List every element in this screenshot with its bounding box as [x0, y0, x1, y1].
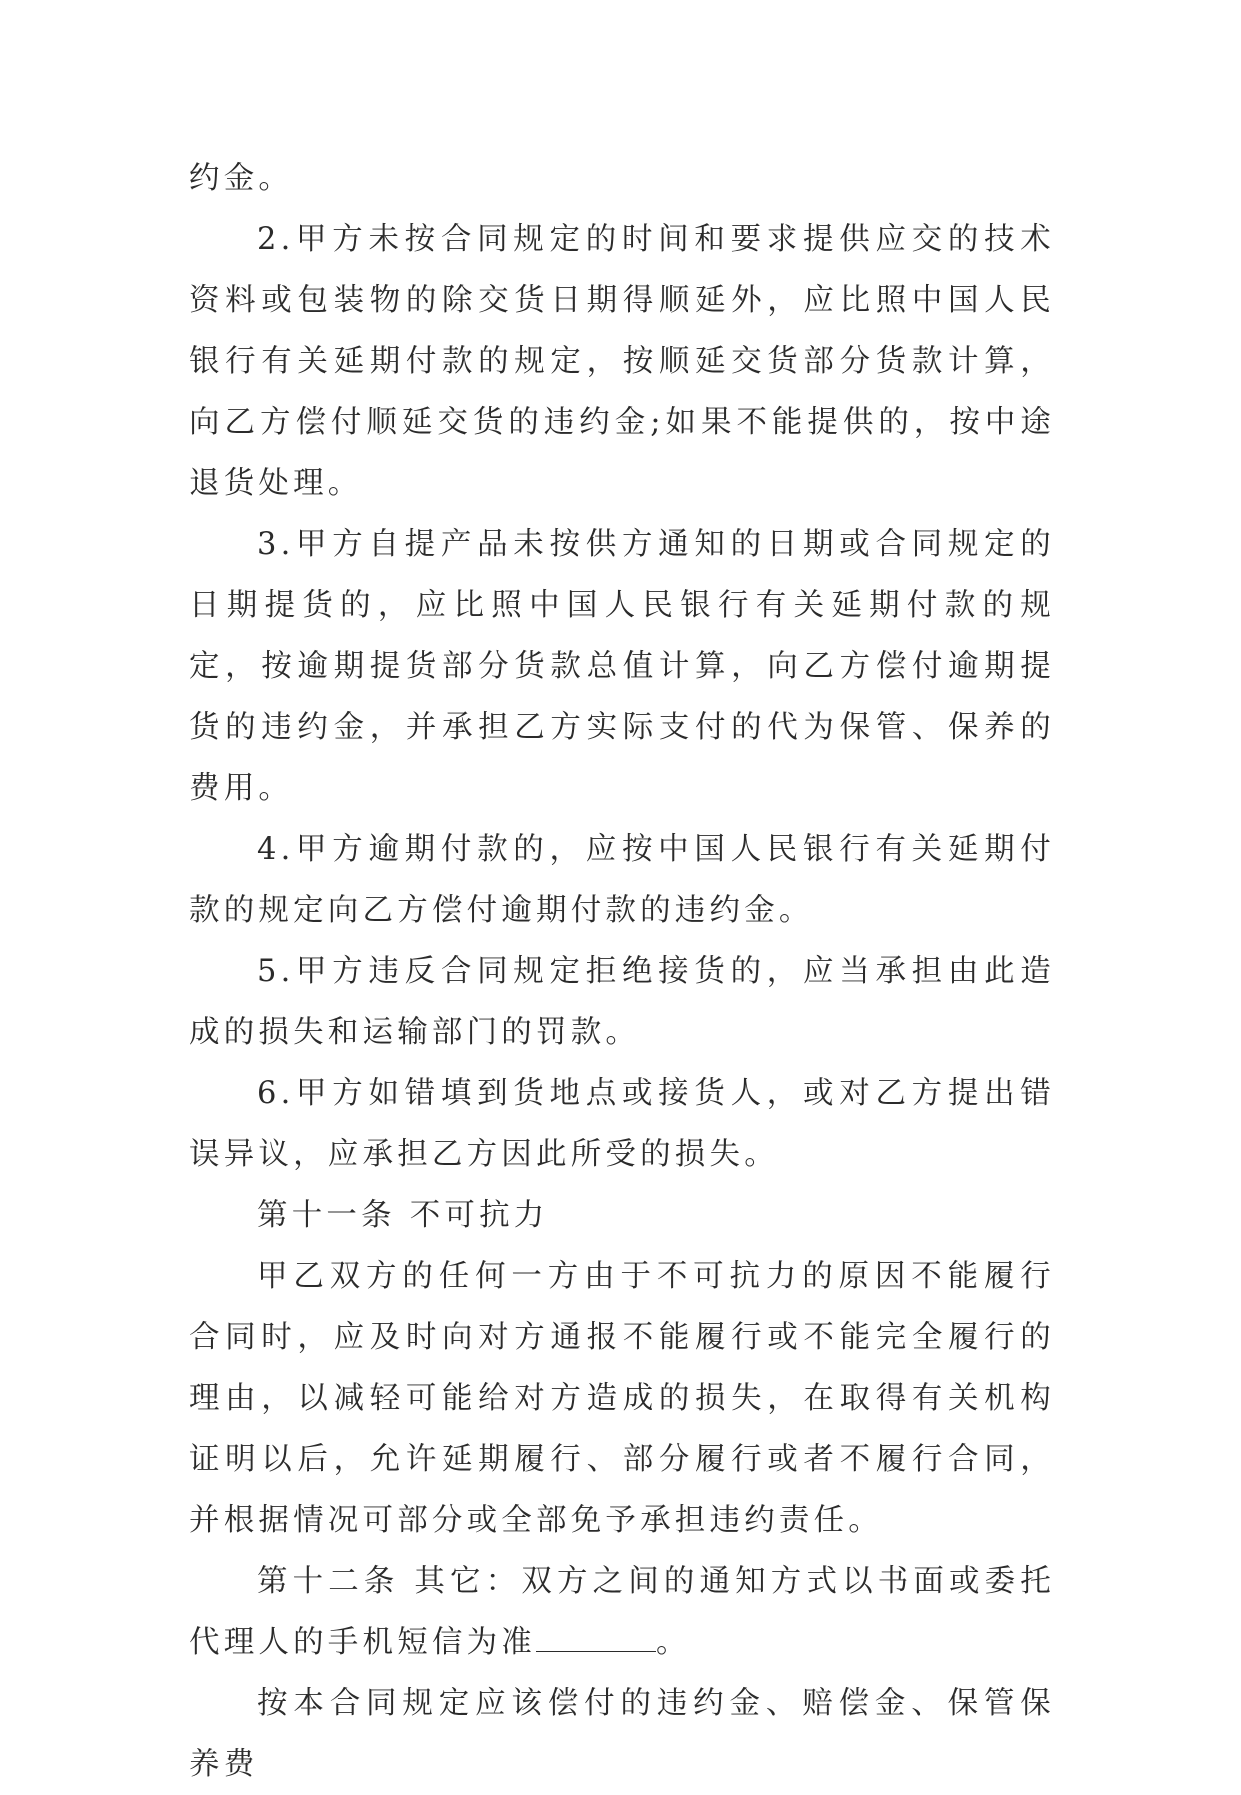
continuation-paragraph: 约金。: [189, 161, 294, 196]
clause-item-5: 5.甲方违反合同规定拒绝接货的，应当承担由此造成的损失和运输部门的罚款。: [189, 954, 1055, 1050]
article-12-paragraph: [189, 1551, 1055, 1673]
article-12-text: 第十二条 其它：双方之间的通知方式以书面或委托代理人的手机短信为准: [189, 1564, 1055, 1660]
article-12-end: 。: [656, 1625, 691, 1660]
article-11-body: 甲乙双方的任何一方由于不可抗力的原因不能履行合同时，应及时向对方通报不能履行或不能完全履行的理由，以减轻可能给对方造成的损失，在取得有关机构证明以后，允许延期履行、部分履行或者不履行合同，并根据情况可部分或全部免予承担违约责任。: [189, 1259, 1055, 1538]
clause-item-4: 4.甲方逾期付款的，应按中国人民银行有关延期付款的规定向乙方偿付逾期付款的违约金。: [189, 832, 1055, 928]
clause-item-2: 2.甲方未按合同规定的时间和要求提供应交的技术资料或包装物的除交货日期得顺延外，应比照中国人民银行有关延期付款的规定，按顺延交货部分货款计算，向乙方偿付顺延交货的违约金;如果不能提供的，按中途退货处理。: [189, 222, 1055, 501]
fill-in-blank: [536, 1621, 656, 1652]
document-body: [189, 148, 1055, 1795]
article-11-heading: 第十一条 不可抗力: [257, 1198, 549, 1233]
final-paragraph: 按本合同规定应该偿付的违约金、赔偿金、保管保养费: [189, 1686, 1055, 1782]
clause-item-6: 6.甲方如错填到货地点或接货人，或对乙方提出错误异议，应承担乙方因此所受的损失。: [189, 1076, 1055, 1172]
clause-item-3: 3.甲方自提产品未按供方通知的日期或合同规定的日期提货的，应比照中国人民银行有关延期付款的规定，按逾期提货部分货款总值计算，向乙方偿付逾期提货的违约金，并承担乙方实际支付的代为保管、保养的费用。: [189, 527, 1055, 806]
